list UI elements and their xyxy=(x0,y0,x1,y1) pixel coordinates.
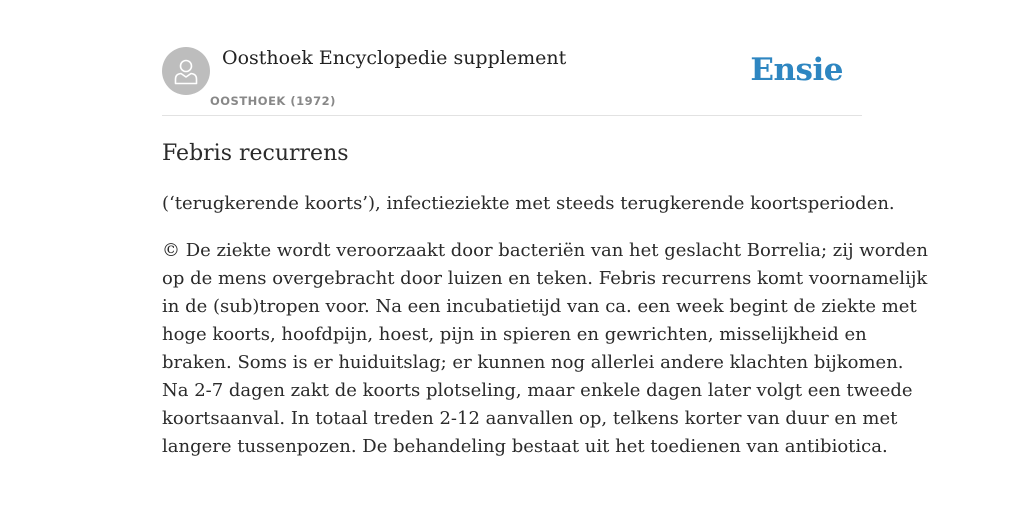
body-line: braken. Soms is er huiduitslag; er kunnen nog allerlei andere klachten bijkomen. xyxy=(162,352,904,373)
body-line: langere tussenpozen. De behandeling bestaat uit het toedienen van antibiotica. xyxy=(162,436,888,457)
source-subtitle: OOSTHOEK (1972) xyxy=(210,94,336,108)
source-title[interactable]: Oosthoek Encyclopedie supplement xyxy=(222,47,567,69)
article xyxy=(162,138,928,461)
user-icon xyxy=(173,57,199,85)
body-line: hoge koorts, hoofdpijn, hoest, pijn in spieren en gewrichten, misselijkheid en xyxy=(162,324,867,345)
body-line: koortsaanval. In totaal treden 2-12 aanvallen op, telkens korter van duur en met xyxy=(162,408,898,429)
article-intro: (‘terugkerende koorts’), infectieziekte met steeds terugkerende koortsperioden. xyxy=(162,193,895,214)
body-line: Na 2-7 dagen zakt de koorts plotseling, maar enkele dagen later volgt een tweede xyxy=(162,380,913,401)
article-body xyxy=(162,237,928,461)
article-title: Febris recurrens xyxy=(162,141,349,166)
body-line: in de (sub)tropen voor. Na een incubatietijd van ca. een week begint de ziekte met xyxy=(162,296,917,317)
body-line: © De ziekte wordt veroorzaakt door bacteriën van het geslacht Borrelia; zij worden xyxy=(162,240,928,261)
ensie-logo[interactable]: Ensie xyxy=(750,52,843,88)
avatar[interactable] xyxy=(162,47,210,95)
body-line: op de mens overgebracht door luizen en teken. Febris recurrens komt voornamelijk xyxy=(162,268,928,289)
source-header xyxy=(162,40,862,116)
